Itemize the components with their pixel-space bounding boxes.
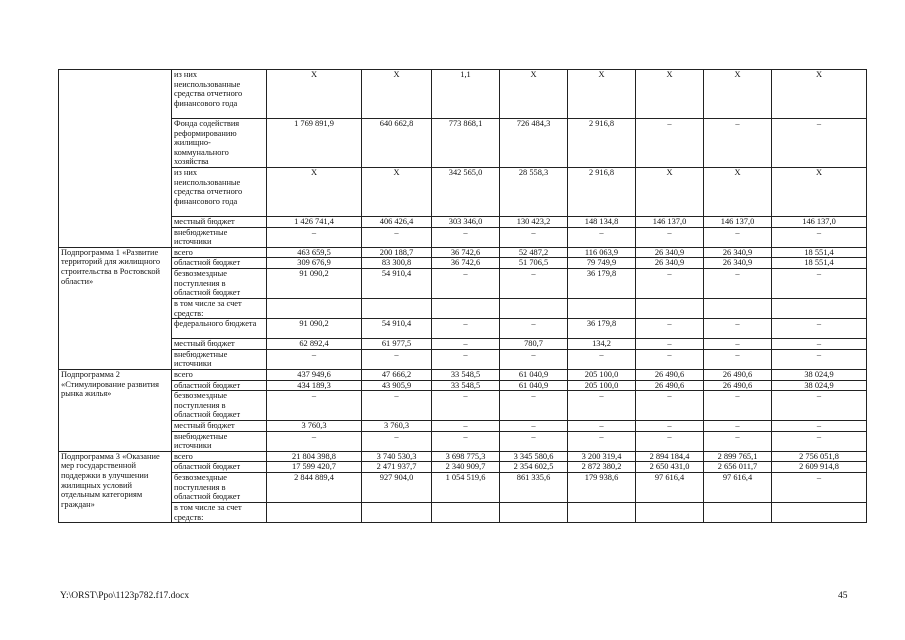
amount-cell: 26 490,6 bbox=[704, 369, 772, 380]
amount-cell: 148 134,8 bbox=[568, 216, 636, 227]
funding-source-cell: всего bbox=[172, 451, 267, 462]
amount-cell: – bbox=[267, 349, 362, 369]
amount-cell: – bbox=[704, 421, 772, 432]
amount-cell: 146 137,0 bbox=[772, 216, 867, 227]
table-row bbox=[59, 421, 867, 432]
amount-cell: 61 040,9 bbox=[500, 380, 568, 391]
amount-cell: 47 666,2 bbox=[362, 369, 432, 380]
amount-cell: 26 340,9 bbox=[636, 258, 704, 269]
amount-cell: 3 740 530,3 bbox=[362, 451, 432, 462]
table-row bbox=[59, 380, 867, 391]
amount-cell: – bbox=[500, 391, 568, 421]
table-row bbox=[59, 349, 867, 369]
amount-cell: 38 024,9 bbox=[772, 380, 867, 391]
table-row bbox=[59, 216, 867, 227]
funding-source-cell: Фонда содействия реформированию жилищно-коммунального хозяйства bbox=[172, 119, 267, 168]
amount-cell: – bbox=[704, 391, 772, 421]
funding-source-cell: внебюджетные источники bbox=[172, 349, 267, 369]
amount-cell: 43 905,9 bbox=[362, 380, 432, 391]
amount-cell: – bbox=[636, 339, 704, 350]
amount-cell: 2 899 765,1 bbox=[704, 451, 772, 462]
amount-cell: 146 137,0 bbox=[636, 216, 704, 227]
amount-cell: 36 742,6 bbox=[432, 247, 500, 258]
amount-cell: – bbox=[772, 473, 867, 503]
amount-cell: 2 872 380,2 bbox=[568, 462, 636, 473]
amount-cell: – bbox=[772, 339, 867, 350]
table-row bbox=[59, 431, 867, 451]
amount-cell: 773 868,1 bbox=[432, 119, 500, 168]
amount-cell: – bbox=[704, 268, 772, 298]
amount-cell: – bbox=[636, 319, 704, 339]
amount-cell: – bbox=[432, 227, 500, 247]
amount-cell: 640 662,8 bbox=[362, 119, 432, 168]
amount-cell: 2 650 431,0 bbox=[636, 462, 704, 473]
amount-cell: – bbox=[500, 431, 568, 451]
amount-cell: 205 100,0 bbox=[568, 369, 636, 380]
amount-cell: 52 487,2 bbox=[500, 247, 568, 258]
amount-cell: – bbox=[704, 319, 772, 339]
budget-table bbox=[58, 69, 867, 523]
amount-cell: 36 179,8 bbox=[568, 319, 636, 339]
amount-cell: 91 090,2 bbox=[267, 319, 362, 339]
amount-cell: 2 471 937,7 bbox=[362, 462, 432, 473]
amount-cell: 1,1 bbox=[432, 70, 500, 119]
funding-source-cell: в том числе за счет средств: bbox=[172, 503, 267, 523]
amount-cell: 17 599 420,7 bbox=[267, 462, 362, 473]
amount-cell: 463 659,5 bbox=[267, 247, 362, 258]
amount-cell bbox=[636, 298, 704, 318]
table-row bbox=[59, 319, 867, 339]
amount-cell: Х bbox=[772, 70, 867, 119]
amount-cell: Х bbox=[500, 70, 568, 119]
amount-cell: 54 910,4 bbox=[362, 268, 432, 298]
amount-cell: – bbox=[500, 421, 568, 432]
amount-cell: 309 676,9 bbox=[267, 258, 362, 269]
amount-cell: 200 188,7 bbox=[362, 247, 432, 258]
amount-cell: 2 916,8 bbox=[568, 119, 636, 168]
program-name-cell bbox=[59, 70, 172, 248]
amount-cell: – bbox=[772, 119, 867, 168]
amount-cell: – bbox=[500, 349, 568, 369]
amount-cell: 434 189,3 bbox=[267, 380, 362, 391]
amount-cell bbox=[267, 503, 362, 523]
amount-cell: – bbox=[568, 349, 636, 369]
amount-cell: 26 490,6 bbox=[636, 369, 704, 380]
amount-cell: 2 756 051,8 bbox=[772, 451, 867, 462]
amount-cell: – bbox=[267, 391, 362, 421]
amount-cell: 28 558,3 bbox=[500, 167, 568, 216]
amount-cell: Х bbox=[704, 70, 772, 119]
amount-cell: – bbox=[704, 227, 772, 247]
amount-cell bbox=[772, 298, 867, 318]
amount-cell: 26 490,6 bbox=[704, 380, 772, 391]
amount-cell: Х bbox=[362, 70, 432, 119]
amount-cell: – bbox=[568, 421, 636, 432]
amount-cell: – bbox=[267, 227, 362, 247]
amount-cell: 51 706,5 bbox=[500, 258, 568, 269]
amount-cell: 130 423,2 bbox=[500, 216, 568, 227]
amount-cell: – bbox=[772, 431, 867, 451]
amount-cell: 406 426,4 bbox=[362, 216, 432, 227]
table-row bbox=[59, 119, 867, 168]
table-row bbox=[59, 247, 867, 258]
page-number: 45 bbox=[838, 591, 848, 601]
amount-cell: 205 100,0 bbox=[568, 380, 636, 391]
amount-cell: – bbox=[432, 431, 500, 451]
amount-cell bbox=[704, 298, 772, 318]
budget-table-body bbox=[59, 70, 867, 523]
amount-cell: – bbox=[362, 431, 432, 451]
amount-cell: – bbox=[362, 349, 432, 369]
amount-cell: Х bbox=[568, 70, 636, 119]
amount-cell: Х bbox=[704, 167, 772, 216]
funding-source-cell: внебюджетные источники bbox=[172, 431, 267, 451]
table-row bbox=[59, 391, 867, 421]
amount-cell: – bbox=[432, 339, 500, 350]
amount-cell: – bbox=[772, 391, 867, 421]
amount-cell bbox=[362, 503, 432, 523]
amount-cell: – bbox=[636, 227, 704, 247]
program-name-cell: Подпрограмма 1 «Развитие территорий для жилищного строительства в Ростовской области» bbox=[59, 247, 172, 369]
amount-cell bbox=[432, 298, 500, 318]
amount-cell: 33 548,5 bbox=[432, 369, 500, 380]
amount-cell bbox=[267, 298, 362, 318]
amount-cell bbox=[500, 503, 568, 523]
amount-cell: – bbox=[636, 431, 704, 451]
funding-source-cell: областной бюджет bbox=[172, 258, 267, 269]
amount-cell: 21 804 398,8 bbox=[267, 451, 362, 462]
amount-cell: – bbox=[432, 349, 500, 369]
amount-cell: – bbox=[704, 349, 772, 369]
amount-cell: – bbox=[772, 421, 867, 432]
amount-cell: 2 354 602,5 bbox=[500, 462, 568, 473]
amount-cell: – bbox=[704, 119, 772, 168]
amount-cell bbox=[704, 503, 772, 523]
funding-source-cell: областной бюджет bbox=[172, 380, 267, 391]
amount-cell: 3 698 775,3 bbox=[432, 451, 500, 462]
amount-cell: 2 609 914,8 bbox=[772, 462, 867, 473]
funding-source-cell: безвозмездные поступления в областной бюджет bbox=[172, 391, 267, 421]
amount-cell: Х bbox=[362, 167, 432, 216]
amount-cell: – bbox=[636, 349, 704, 369]
funding-source-cell: из них неиспользованные средства отчетного финансового года bbox=[172, 167, 267, 216]
amount-cell: 26 340,9 bbox=[704, 247, 772, 258]
amount-cell: Х bbox=[636, 70, 704, 119]
amount-cell: 3 760,3 bbox=[362, 421, 432, 432]
amount-cell: 2 656 011,7 bbox=[704, 462, 772, 473]
amount-cell bbox=[500, 298, 568, 318]
amount-cell: 36 742,6 bbox=[432, 258, 500, 269]
amount-cell: – bbox=[636, 268, 704, 298]
footer-file-path: Y:\ORST\Ppo\1123p782.f17.docx bbox=[60, 591, 190, 601]
amount-cell: 2 916,8 bbox=[568, 167, 636, 216]
table-row bbox=[59, 298, 867, 318]
table-row bbox=[59, 369, 867, 380]
amount-cell: 780,7 bbox=[500, 339, 568, 350]
funding-source-cell: внебюджетные источники bbox=[172, 227, 267, 247]
amount-cell: – bbox=[636, 421, 704, 432]
amount-cell: 79 749,9 bbox=[568, 258, 636, 269]
amount-cell: Х bbox=[267, 70, 362, 119]
funding-source-cell: местный бюджет bbox=[172, 339, 267, 350]
amount-cell: – bbox=[568, 227, 636, 247]
amount-cell: 861 335,6 bbox=[500, 473, 568, 503]
amount-cell: 38 024,9 bbox=[772, 369, 867, 380]
table-row bbox=[59, 268, 867, 298]
amount-cell: – bbox=[636, 391, 704, 421]
amount-cell: Х bbox=[267, 167, 362, 216]
amount-cell: 91 090,2 bbox=[267, 268, 362, 298]
funding-source-cell: безвозмездные поступления в областной бюджет bbox=[172, 268, 267, 298]
amount-cell bbox=[636, 503, 704, 523]
amount-cell: 1 054 519,6 bbox=[432, 473, 500, 503]
amount-cell: Х bbox=[772, 167, 867, 216]
funding-source-cell: областной бюджет bbox=[172, 462, 267, 473]
funding-source-cell: всего bbox=[172, 369, 267, 380]
amount-cell: – bbox=[772, 349, 867, 369]
amount-cell: 26 490,6 bbox=[636, 380, 704, 391]
amount-cell: – bbox=[704, 431, 772, 451]
amount-cell: – bbox=[772, 268, 867, 298]
program-name-cell: Подпрограмма 3 «Оказание мер государственной поддержки в улучшении жилищных условий отдельным категориям граждан» bbox=[59, 451, 172, 522]
table-row bbox=[59, 462, 867, 473]
table-row bbox=[59, 473, 867, 503]
amount-cell: 303 346,0 bbox=[432, 216, 500, 227]
amount-cell bbox=[568, 503, 636, 523]
amount-cell: 927 904,0 bbox=[362, 473, 432, 503]
funding-source-cell: безвозмездные поступления в областной бюджет bbox=[172, 473, 267, 503]
funding-source-cell: всего bbox=[172, 247, 267, 258]
amount-cell: 26 340,9 bbox=[704, 258, 772, 269]
amount-cell: – bbox=[267, 431, 362, 451]
table-row bbox=[59, 70, 867, 119]
amount-cell: 61 977,5 bbox=[362, 339, 432, 350]
amount-cell: 179 938,6 bbox=[568, 473, 636, 503]
funding-source-cell: местный бюджет bbox=[172, 216, 267, 227]
amount-cell: – bbox=[432, 268, 500, 298]
amount-cell: 54 910,4 bbox=[362, 319, 432, 339]
table-row bbox=[59, 503, 867, 523]
amount-cell: – bbox=[432, 391, 500, 421]
table-row bbox=[59, 339, 867, 350]
amount-cell: 18 551,4 bbox=[772, 247, 867, 258]
amount-cell: 18 551,4 bbox=[772, 258, 867, 269]
amount-cell: – bbox=[362, 227, 432, 247]
amount-cell: – bbox=[704, 339, 772, 350]
amount-cell bbox=[772, 503, 867, 523]
amount-cell: 33 548,5 bbox=[432, 380, 500, 391]
amount-cell: 3 760,3 bbox=[267, 421, 362, 432]
amount-cell: 26 340,9 bbox=[636, 247, 704, 258]
amount-cell bbox=[432, 503, 500, 523]
amount-cell: – bbox=[568, 391, 636, 421]
amount-cell: – bbox=[636, 119, 704, 168]
amount-cell: 97 616,4 bbox=[704, 473, 772, 503]
amount-cell: – bbox=[500, 268, 568, 298]
amount-cell: 3 200 319,4 bbox=[568, 451, 636, 462]
amount-cell bbox=[568, 298, 636, 318]
funding-source-cell: в том числе за счет средств: bbox=[172, 298, 267, 318]
amount-cell: – bbox=[568, 431, 636, 451]
amount-cell: 1 769 891,9 bbox=[267, 119, 362, 168]
amount-cell: 3 345 580,6 bbox=[500, 451, 568, 462]
amount-cell: 726 484,3 bbox=[500, 119, 568, 168]
amount-cell: 2 894 184,4 bbox=[636, 451, 704, 462]
funding-source-cell: из них неиспользованные средства отчетного финансового года bbox=[172, 70, 267, 119]
amount-cell: 97 616,4 bbox=[636, 473, 704, 503]
amount-cell: Х bbox=[636, 167, 704, 216]
amount-cell: 146 137,0 bbox=[704, 216, 772, 227]
table-row bbox=[59, 451, 867, 462]
table-row bbox=[59, 167, 867, 216]
amount-cell: 61 040,9 bbox=[500, 369, 568, 380]
amount-cell: – bbox=[362, 391, 432, 421]
amount-cell: 2 340 909,7 bbox=[432, 462, 500, 473]
amount-cell: – bbox=[772, 319, 867, 339]
program-name-cell: Подпрограмма 2 «Стимулирование развития рынка жилья» bbox=[59, 369, 172, 451]
funding-source-cell: федерального бюджета bbox=[172, 319, 267, 339]
amount-cell: – bbox=[500, 227, 568, 247]
funding-source-cell: местный бюджет bbox=[172, 421, 267, 432]
amount-cell: 134,2 bbox=[568, 339, 636, 350]
amount-cell: 342 565,0 bbox=[432, 167, 500, 216]
amount-cell: – bbox=[432, 421, 500, 432]
amount-cell bbox=[362, 298, 432, 318]
amount-cell: 36 179,8 bbox=[568, 268, 636, 298]
amount-cell: 437 949,6 bbox=[267, 369, 362, 380]
amount-cell: – bbox=[500, 319, 568, 339]
amount-cell: 83 300,8 bbox=[362, 258, 432, 269]
table-row bbox=[59, 258, 867, 269]
amount-cell: 62 892,4 bbox=[267, 339, 362, 350]
table-row bbox=[59, 227, 867, 247]
amount-cell: 2 844 889,4 bbox=[267, 473, 362, 503]
amount-cell: 116 063,9 bbox=[568, 247, 636, 258]
amount-cell: – bbox=[772, 227, 867, 247]
amount-cell: 1 426 741,4 bbox=[267, 216, 362, 227]
amount-cell: – bbox=[432, 319, 500, 339]
